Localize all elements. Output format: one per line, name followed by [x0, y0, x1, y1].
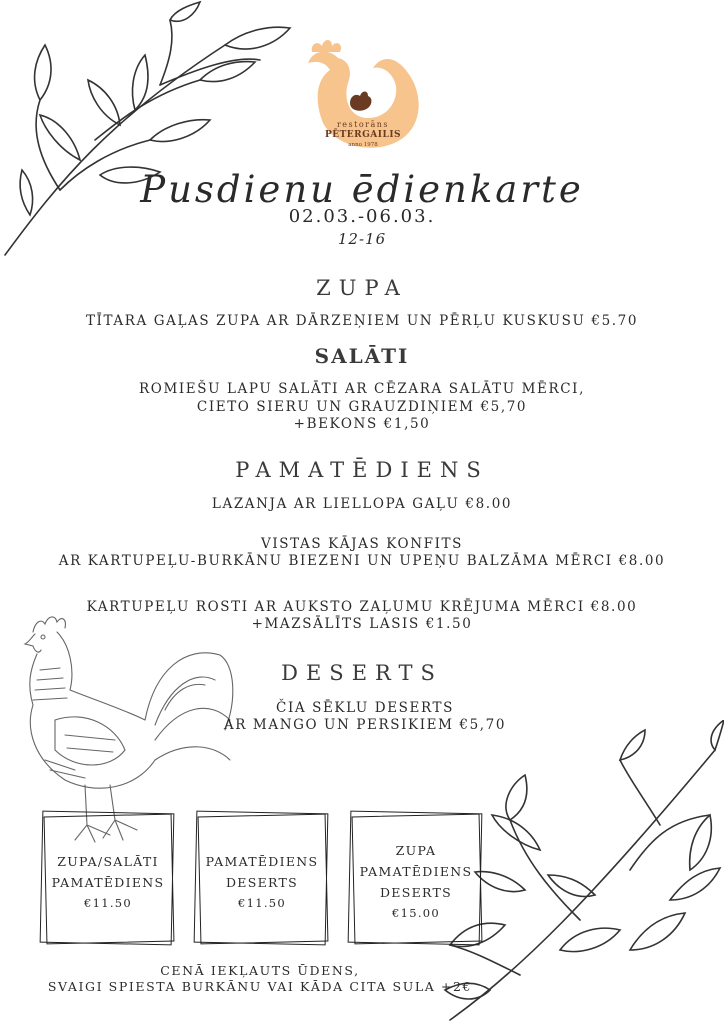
- salad-line-1: ROMIEŠU LAPU SALĀTI AR CĒZARA SALĀTU MĒRCI,: [139, 381, 585, 397]
- combo-line: DESERTS: [225, 875, 299, 890]
- logo-line-1: restorāns: [336, 120, 390, 129]
- menu-title: Pusdienu ēdienkarte: [140, 168, 584, 211]
- combo-line: PAMATĒDIENS: [51, 875, 165, 890]
- logo-line-3: anno 1978: [348, 142, 378, 148]
- combo-price: €11.50: [237, 896, 287, 910]
- combo-line: ZUPA: [395, 843, 437, 858]
- section-title-soup: ZUPA: [316, 276, 408, 300]
- dessert-line-1: ČIA SĒKLU DESERTS: [276, 700, 454, 716]
- footer-line-2: SVAIGI SPIESTA BURKĀNU VAI KĀDA CITA SULA +2€: [47, 979, 473, 994]
- combo-line: PAMATĒDIENS: [359, 864, 473, 879]
- menu-dates: 02.03.-06.03.: [288, 206, 436, 227]
- menu-hours: 12-16: [337, 230, 387, 248]
- combo-line: DESERTS: [379, 885, 453, 900]
- combo-price: €15.00: [391, 906, 441, 920]
- logo-line-2: PĒTERGAILIS: [324, 130, 402, 140]
- combo-line: ZUPA/SALĀTI: [57, 854, 159, 869]
- combo-price: €11.50: [83, 896, 133, 910]
- main-item-chicken-2: AR KARTUPEĻU-BURKĀNU BIEZENI UN UPEŅU BALZĀMA MĒRCI €8.00: [58, 553, 666, 569]
- footer-line-1: CENĀ IEKĻAUTS ŪDENS,: [160, 963, 360, 978]
- main-item-rosti-2: +MAZSĀLĪTS LASIS €1.50: [251, 616, 473, 632]
- section-title-salads: SALĀTI: [314, 344, 410, 368]
- main-item-rosti-1: KARTUPEĻU ROSTI AR AUKSTO ZAĻUMU KRĒJUMA MĒRCI €8.00: [86, 599, 638, 615]
- salad-line-2: CIETO SIERU UN GRAUZDIŅIEM €5,70: [196, 399, 528, 415]
- salad-line-3: +BEKONS €1,50: [293, 416, 431, 432]
- dessert-line-2: AR MANGO UN PERSIKIEM €5,70: [223, 717, 507, 733]
- logo-text: [298, 120, 428, 149]
- combo-box-2: [197, 813, 327, 943]
- main-item-lasagna: LAZANJA AR LIELLOPA GAĻU €8.00: [211, 496, 513, 512]
- combo-box-3: [351, 813, 481, 943]
- main-item-chicken-1: VISTAS KĀJAS KONFITS: [261, 536, 463, 552]
- soup-item: TĪTARA GAĻAS ZUPA AR DĀRZEŅIEM UN PĒRĻU KUSKUSU €5.70: [85, 313, 639, 329]
- combo-line: PAMATĒDIENS: [205, 854, 319, 869]
- section-title-mains: PAMATĒDIENS: [235, 458, 489, 482]
- combo-box-1: [43, 813, 173, 943]
- section-title-desserts: DESERTS: [281, 661, 443, 685]
